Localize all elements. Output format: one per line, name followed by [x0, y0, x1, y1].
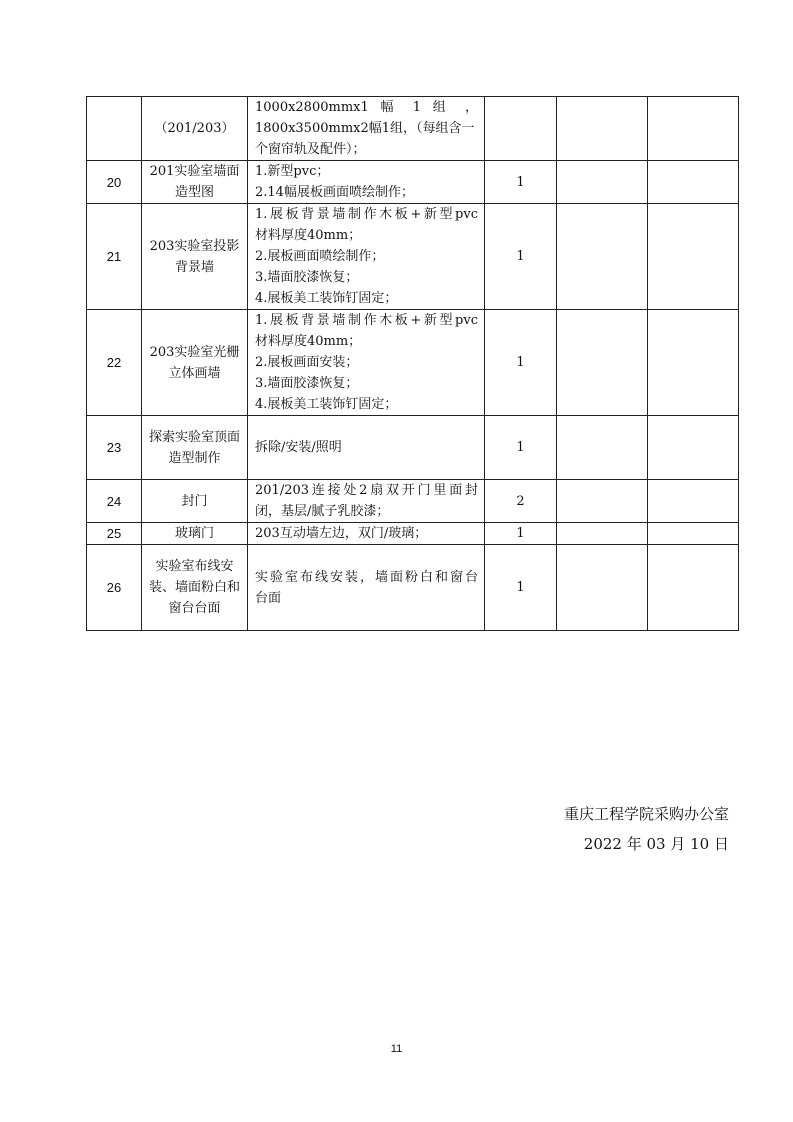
item-quantity: 1 — [485, 204, 557, 310]
item-number: 24 — [87, 480, 142, 523]
item-description — [248, 97, 485, 161]
item-number: 23 — [87, 416, 142, 480]
item-quantity: 2 — [485, 480, 557, 523]
table-row — [87, 523, 739, 545]
description-line: 3.墙面胶漆恢复； — [255, 270, 359, 285]
table-row — [87, 204, 739, 310]
item-number: 22 — [87, 310, 142, 416]
description-line: 台面 — [255, 590, 282, 606]
item-description — [248, 310, 485, 416]
table-row — [87, 310, 739, 416]
item-quantity: 1 — [485, 310, 557, 416]
empty-cell — [557, 161, 648, 204]
empty-cell — [557, 523, 648, 545]
empty-cell — [648, 523, 739, 545]
item-description — [248, 523, 485, 545]
description-line: 材料厚度40mm； — [255, 334, 362, 349]
table-row — [87, 545, 739, 631]
item-number: 20 — [87, 161, 142, 204]
item-number: 21 — [87, 204, 142, 310]
table-row — [87, 161, 739, 204]
procurement-table — [86, 96, 739, 631]
empty-cell — [557, 97, 648, 161]
item-name: 实验室布线安装、墙面粉白和窗台台面 — [142, 545, 248, 631]
description-line: 4.展板美工装饰钉固定； — [255, 291, 398, 306]
item-quantity: 1 — [485, 545, 557, 631]
item-name: （201/203） — [142, 97, 248, 161]
page-number: 11 — [390, 1043, 403, 1055]
description-line: 拆除/安装/照明 — [255, 440, 342, 455]
item-description — [248, 161, 485, 204]
description-line: 3.墙面胶漆恢复； — [255, 376, 359, 391]
empty-cell — [648, 545, 739, 631]
item-name: 203实验室投影背景墙 — [142, 204, 248, 310]
item-number — [87, 97, 142, 161]
item-number: 26 — [87, 545, 142, 631]
table-body — [87, 97, 739, 631]
table-row — [87, 97, 739, 161]
table-row — [87, 480, 739, 523]
empty-cell — [557, 545, 648, 631]
empty-cell — [648, 161, 739, 204]
description-line: 2.14幅展板画面喷绘制作； — [255, 185, 414, 200]
item-quantity: 1 — [485, 161, 557, 204]
item-quantity: 1 — [485, 523, 557, 545]
description-line: 201/203连接处2扇双开门里面封 — [255, 483, 478, 498]
item-name: 封门 — [142, 480, 248, 523]
description-line: 实验室布线安装，墙面粉白和窗台 — [255, 569, 478, 585]
item-description — [248, 416, 485, 480]
description-line: 闭，基层/腻子乳胶漆； — [255, 504, 390, 519]
item-description — [248, 480, 485, 523]
item-name: 玻璃门 — [142, 523, 248, 545]
empty-cell — [648, 204, 739, 310]
empty-cell — [557, 204, 648, 310]
item-description — [248, 545, 485, 631]
item-number: 25 — [87, 523, 142, 545]
description-line: 1.展板背景墙制作木板+新型pvc — [255, 207, 478, 222]
description-line: 1800x3500mmx2幅1组，（每组含一 — [255, 121, 475, 136]
description-line: 材料厚度40mm； — [255, 228, 362, 243]
item-name: 探索实验室顶面造型制作 — [142, 416, 248, 480]
empty-cell — [557, 310, 648, 416]
empty-cell — [557, 416, 648, 480]
table-row — [87, 416, 739, 480]
description-line: 203互动墙左边，双门/玻璃； — [255, 526, 428, 541]
description-line: 个窗帘轨及配件）； — [255, 142, 366, 157]
description-line: 1.新型pvc； — [255, 164, 330, 179]
empty-cell — [648, 97, 739, 161]
empty-cell — [648, 480, 739, 523]
empty-cell — [648, 416, 739, 480]
description-line: 1000x2800mmx1 幅 1 组 ， — [255, 100, 478, 115]
item-description — [248, 204, 485, 310]
item-quantity — [485, 97, 557, 161]
empty-cell — [557, 480, 648, 523]
signature-org: 重庆工程学院采购办公室 — [563, 805, 729, 823]
description-line: 2.展板画面喷绘制作； — [255, 249, 385, 264]
signature-block — [564, 799, 729, 859]
signature-date: 2022 年 03 月 10 日 — [583, 835, 729, 853]
description-line: 4.展板美工装饰钉固定； — [255, 397, 398, 412]
item-quantity: 1 — [485, 416, 557, 480]
item-name: 201实验室墙面造型图 — [142, 161, 248, 204]
description-line: 1.展板背景墙制作木板+新型pvc — [255, 313, 478, 328]
description-line: 2.展板画面安装； — [255, 355, 359, 370]
empty-cell — [648, 310, 739, 416]
item-name: 203实验室光栅立体画墙 — [142, 310, 248, 416]
